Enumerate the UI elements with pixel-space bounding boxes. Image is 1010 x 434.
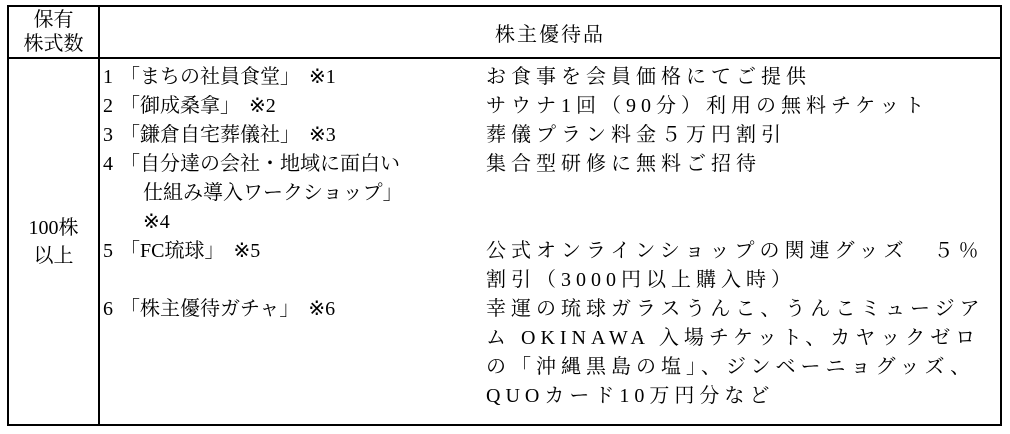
- benefit-item-number: 4: [103, 153, 113, 175]
- shareholder-benefits-table: [7, 5, 1002, 426]
- benefit-item-description: 集合型研修に無料ご招待: [486, 153, 761, 175]
- benefit-item: [103, 150, 1000, 237]
- benefit-item-number: 3: [103, 124, 113, 146]
- benefit-item: [103, 63, 1000, 92]
- holding-shares-line2: 以上: [33, 244, 74, 267]
- benefit-item-note: ※6: [308, 298, 336, 320]
- header-shares-column: [9, 7, 100, 57]
- benefit-item-name: 4 「自分達の会社・地域に面白い 仕組み導入ワークショップ」 ※4: [103, 150, 486, 237]
- benefit-item: [103, 92, 1000, 121]
- benefit-item-name: 3 「鎌倉自宅葬儀社」 ※3: [103, 121, 486, 150]
- benefit-item-number: 5: [103, 240, 113, 262]
- benefit-item: [103, 295, 1000, 411]
- holding-shares-cell: [9, 59, 100, 424]
- header-shares-line2: 株式数: [23, 33, 84, 55]
- table-header-row: [9, 7, 1000, 59]
- benefit-item-note: ※2: [249, 95, 276, 117]
- benefit-item-note: ※3: [309, 124, 336, 146]
- benefit-item-name: 1 「まちの社員食堂」 ※1: [103, 63, 486, 92]
- benefit-item-note: ※1: [309, 66, 336, 88]
- benefit-item-description: 幸運の琉球ガラスうんこ、うんこミュージアム OKINAWA 入場チケット、カヤックゼロの「沖縄黒島の塩」、ジンベーニョグッズ、QUOカード10万円分など: [486, 298, 985, 407]
- benefit-item-number: 2: [103, 95, 113, 117]
- benefit-item-number: 6: [103, 298, 113, 320]
- benefit-item: [103, 121, 1000, 150]
- benefit-item-name: 6 「株主優待ガチャ」 ※6: [103, 295, 486, 324]
- benefit-item-number: 1: [103, 66, 113, 88]
- benefit-item-description: 公式オンラインショップの関連グッズ ５％割引（3000円以上購入時）: [486, 240, 984, 291]
- header-shares-line1: 保有: [33, 9, 74, 31]
- benefit-item-description: 葬儀プラン料金５万円割引: [486, 124, 786, 146]
- header-benefits-label: 株主優待品: [495, 23, 605, 46]
- benefit-item-note: ※5: [233, 240, 261, 262]
- benefit-item-name: 2 「御成桑拿」 ※2: [103, 92, 486, 121]
- benefit-items: [100, 59, 1000, 424]
- benefit-item-description: お食事を会員価格にてご提供: [486, 66, 811, 88]
- holding-shares-line1: 100株: [28, 216, 79, 239]
- benefit-item: [103, 237, 1000, 295]
- benefit-item-name: 5 「FC琉球」 ※5: [103, 237, 486, 266]
- table-body-row: [9, 59, 1000, 424]
- benefit-item-description: サウナ1回（90分）利用の無料チケット: [486, 95, 930, 117]
- benefit-item-note: ※4: [143, 211, 170, 233]
- header-benefits-column: [100, 7, 1000, 57]
